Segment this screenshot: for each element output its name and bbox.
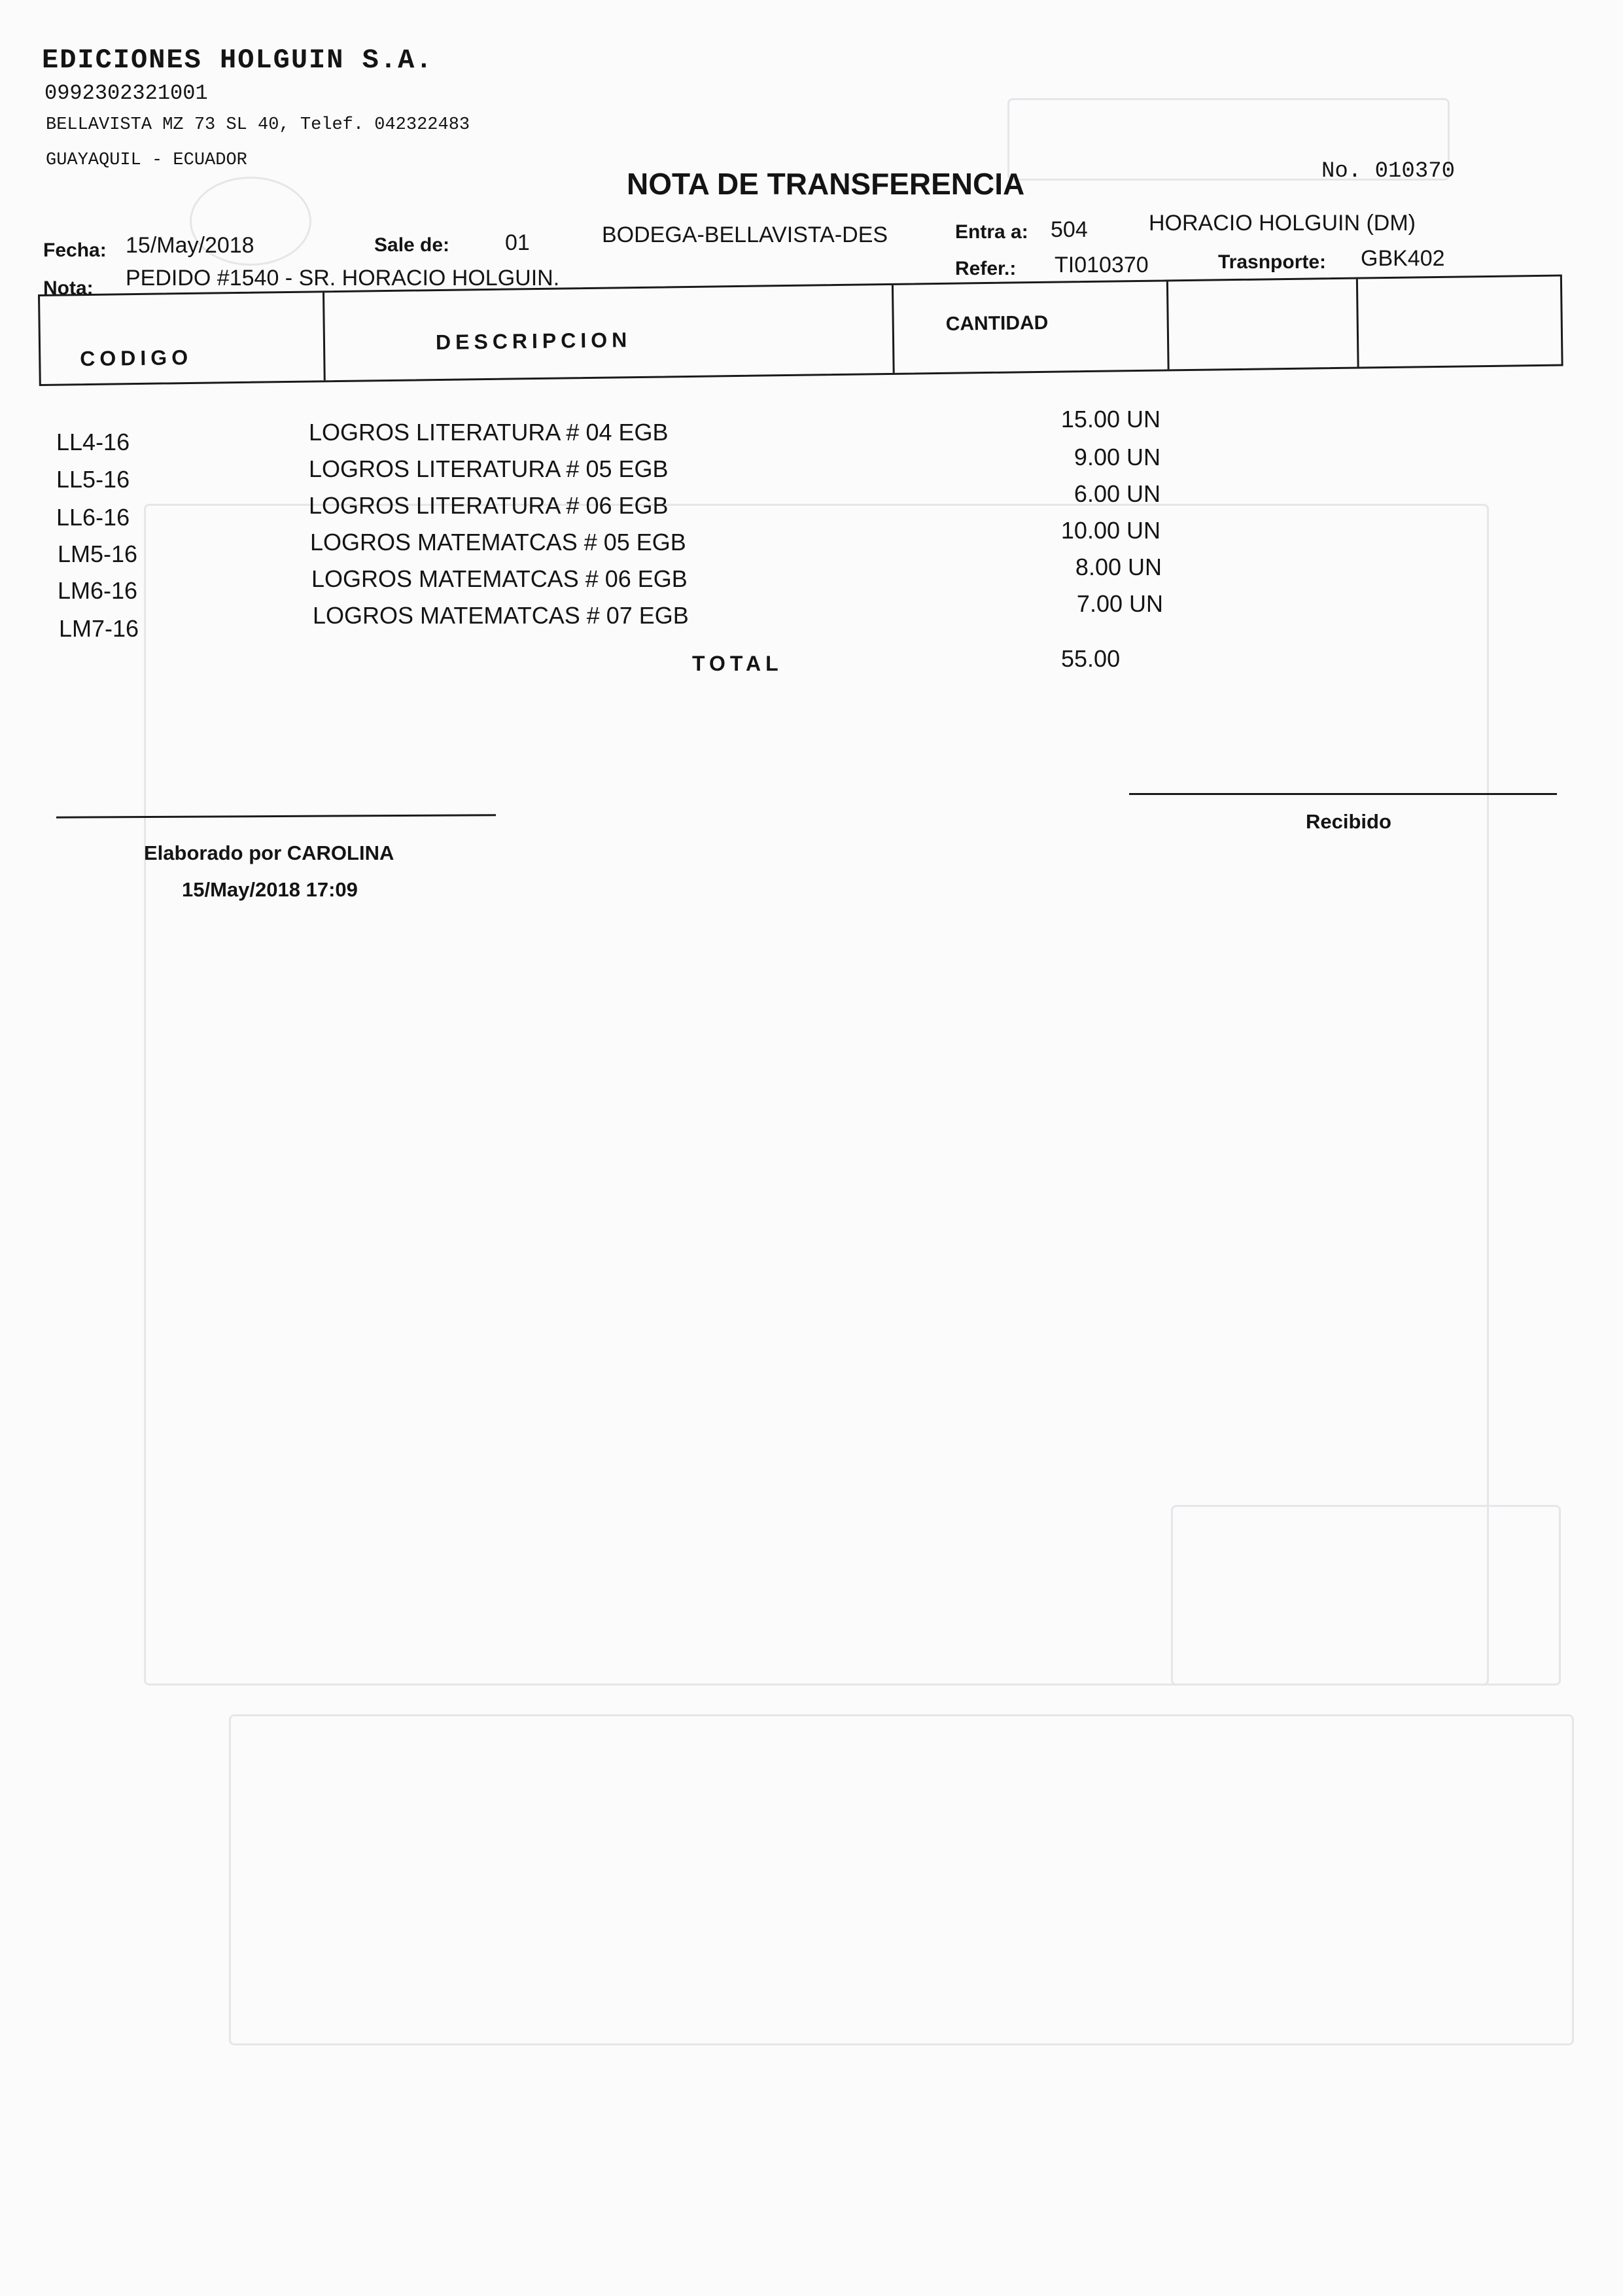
sale-de-label: Sale de: bbox=[374, 234, 450, 256]
item-description: LOGROS MATEMATCAS # 06 EGB bbox=[311, 565, 688, 592]
item-code: LL4-16 bbox=[56, 429, 130, 455]
company-address: BELLAVISTA MZ 73 SL 40, Telef. 042322483 bbox=[46, 115, 470, 135]
item-code: LM5-16 bbox=[58, 540, 138, 567]
item-quantity: 10.00 UN bbox=[1060, 517, 1161, 544]
item-description: LOGROS MATEMATCAS # 07 EGB bbox=[313, 602, 689, 629]
item-code: LL5-16 bbox=[56, 466, 130, 493]
elaborado-por: Elaborado por CAROLINA bbox=[144, 841, 394, 864]
document-title: NOTA DE TRANSFERENCIA bbox=[627, 167, 1025, 201]
entra-a-code: 504 bbox=[1051, 217, 1088, 242]
table-divider-2 bbox=[892, 285, 895, 373]
fecha-value: 15/May/2018 bbox=[126, 233, 254, 258]
column-header-codigo: CODIGO bbox=[80, 345, 193, 371]
item-quantity: 6.00 UN bbox=[1073, 480, 1161, 507]
total-label: TOTAL bbox=[692, 652, 783, 675]
item-description: LOGROS LITERATURA # 04 EGB bbox=[309, 419, 669, 446]
signature-line-right bbox=[1129, 793, 1557, 795]
nota-label: Nota: bbox=[43, 277, 94, 299]
table-header bbox=[38, 275, 1563, 386]
sale-de-name: BODEGA-BELLAVISTA-DES bbox=[602, 222, 888, 247]
recibido-label: Recibido bbox=[1306, 810, 1391, 833]
refer-value: TI010370 bbox=[1055, 253, 1149, 277]
show-through-frame-lower bbox=[229, 1714, 1574, 2045]
entra-a-name: HORACIO HOLGUIN (DM) bbox=[1149, 211, 1416, 236]
document-number bbox=[1321, 159, 1455, 184]
item-quantity: 9.00 UN bbox=[1073, 444, 1161, 470]
transporte-label: Trasnporte: bbox=[1218, 251, 1327, 273]
table-divider-3 bbox=[1166, 281, 1170, 369]
total-value: 55.00 bbox=[1061, 645, 1121, 672]
item-description: LOGROS LITERATURA # 05 EGB bbox=[309, 455, 669, 482]
company-name: EDICIONES HOLGUIN S.A. bbox=[42, 44, 434, 76]
refer-label: Refer.: bbox=[955, 258, 1017, 279]
item-quantity: 7.00 UN bbox=[1076, 590, 1163, 617]
company-city: GUAYAQUIL - ECUADOR bbox=[46, 150, 247, 170]
fecha-label: Fecha: bbox=[43, 239, 107, 261]
item-code: LM7-16 bbox=[59, 615, 139, 642]
item-description: LOGROS LITERATURA # 06 EGB bbox=[309, 492, 669, 519]
column-header-descripcion: DESCRIPCION bbox=[435, 328, 632, 355]
entra-a-label: Entra a: bbox=[955, 221, 1028, 243]
item-description: LOGROS MATEMATCAS # 05 EGB bbox=[310, 529, 686, 556]
elaborado-datetime: 15/May/2018 17:09 bbox=[182, 878, 358, 901]
nota-value: PEDIDO #1540 - SR. HORACIO HOLGUIN. bbox=[126, 266, 560, 291]
item-code: LL6-16 bbox=[56, 504, 130, 531]
column-header-cantidad: CANTIDAD bbox=[945, 311, 1049, 335]
document-number-value: 010370 bbox=[1374, 159, 1456, 184]
company-ruc: 0992302321001 bbox=[44, 81, 208, 105]
transporte-value: GBK402 bbox=[1361, 246, 1445, 271]
item-code: LM6-16 bbox=[58, 577, 138, 604]
sale-de-code: 01 bbox=[505, 230, 530, 255]
document-number-label: No. bbox=[1321, 159, 1362, 184]
show-through-frame-box bbox=[1171, 1505, 1561, 1686]
item-quantity: 8.00 UN bbox=[1075, 554, 1162, 580]
table-divider-1 bbox=[323, 292, 326, 380]
table-divider-4 bbox=[1356, 279, 1359, 367]
item-quantity: 15.00 UN bbox=[1060, 406, 1161, 433]
